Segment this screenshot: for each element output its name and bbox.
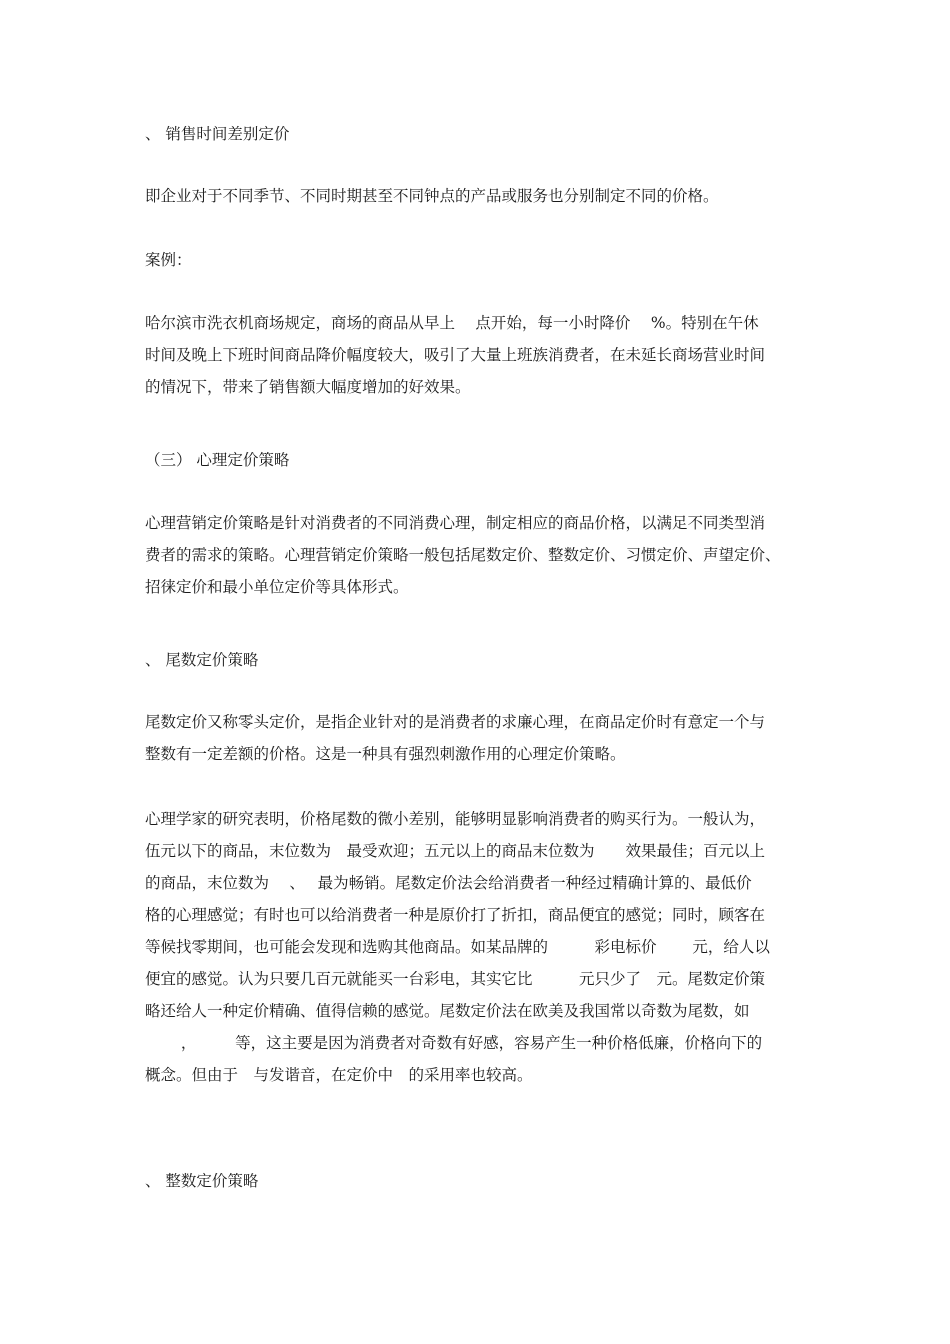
paragraph-line: 招徕定价和最小单位定价等具体形式。 xyxy=(145,578,409,596)
paragraph-line: 的情况下，带来了销售额大幅度增加的好效果。 xyxy=(145,378,471,396)
paragraph-line: 格的心理感觉；有时也可以给消费者一种是原价打了折扣，商品便宜的感觉；同时，顾客在 xyxy=(145,906,766,924)
paragraph-line: 的商品，末位数为 、 最为畅销。尾数定价法会给消费者一种经过精确计算的、最低价 xyxy=(145,874,752,892)
heading-text: 、 整数定价策略 xyxy=(145,1172,259,1190)
paragraph-line: 便宜的感觉。认为只要几百元就能买一台彩电，其实它比 元只少了 元。尾数定价策 xyxy=(145,970,766,988)
paragraph-line: 心理营销定价策略是针对消费者的不同消费心理，制定相应的商品价格，以满足不同类型消 xyxy=(145,514,766,532)
paragraph-line: 哈尔滨市洗衣机商场规定，商场的商品从早上 点开始，每一小时降价 %。特别在午休 xyxy=(145,314,759,332)
section-heading-time-pricing xyxy=(145,118,810,150)
paragraph-line: ， 等，这主要是因为消费者对奇数有好感，容易产生一种价格低廉，价格向下的 xyxy=(145,1034,763,1052)
paragraph-line: 伍元以下的商品，末位数为 最受欢迎；五元以上的商品末位数为 效果最佳；百元以上 xyxy=(145,842,766,860)
paragraph-line: 心理学家的研究表明，价格尾数的微小差别，能够明显影响消费者的购买行为。一般认为， xyxy=(145,810,766,828)
paragraph-time-pricing xyxy=(145,180,810,212)
section-heading-psych-pricing xyxy=(145,444,810,476)
paragraph-line: 时间及晚上下班时间商品降价幅度较大，吸引了大量上班族消费者，在未延长商场营业时间 xyxy=(145,346,766,364)
section-heading-round-pricing xyxy=(145,1165,810,1197)
label-text: 案例： xyxy=(145,251,192,269)
paragraph-line: 略还给人一种定价精确、值得信赖的感觉。尾数定价法在欧美及我国常以奇数为尾数，如 xyxy=(145,1002,750,1020)
paragraph-odd-pricing xyxy=(145,706,810,770)
paragraph-research xyxy=(145,803,810,1091)
heading-text: 、 销售时间差别定价 xyxy=(145,125,290,143)
heading-text: （三） 心理定价策略 xyxy=(145,451,290,469)
paragraph-psych-pricing xyxy=(145,507,810,603)
paragraph-line: 尾数定价又称零头定价，是指企业针对的是消费者的求廉心理，在商品定价时有意定一个与 xyxy=(145,713,766,731)
paragraph-line: 即企业对于不同季节、不同时期甚至不同钟点的产品或服务也分别制定不同的价格。 xyxy=(145,187,719,205)
paragraph-case xyxy=(145,307,810,403)
paragraph-line: 概念。但由于 与发谐音，在定价中 的采用率也较高。 xyxy=(145,1066,533,1084)
paragraph-line: 整数有一定差额的价格。这是一种具有强烈刺激作用的心理定价策略。 xyxy=(145,745,626,763)
paragraph-line: 等候找零期间，也可能会发现和选购其他商品。如某品牌的 彩电标价 元，给人以 xyxy=(145,938,770,956)
case-label xyxy=(145,244,810,276)
section-heading-odd-pricing xyxy=(145,644,810,676)
paragraph-line: 费者的需求的策略。心理营销定价策略一般包括尾数定价、整数定价、习惯定价、声望定价、 xyxy=(145,546,781,564)
heading-text: 、 尾数定价策略 xyxy=(145,651,259,669)
